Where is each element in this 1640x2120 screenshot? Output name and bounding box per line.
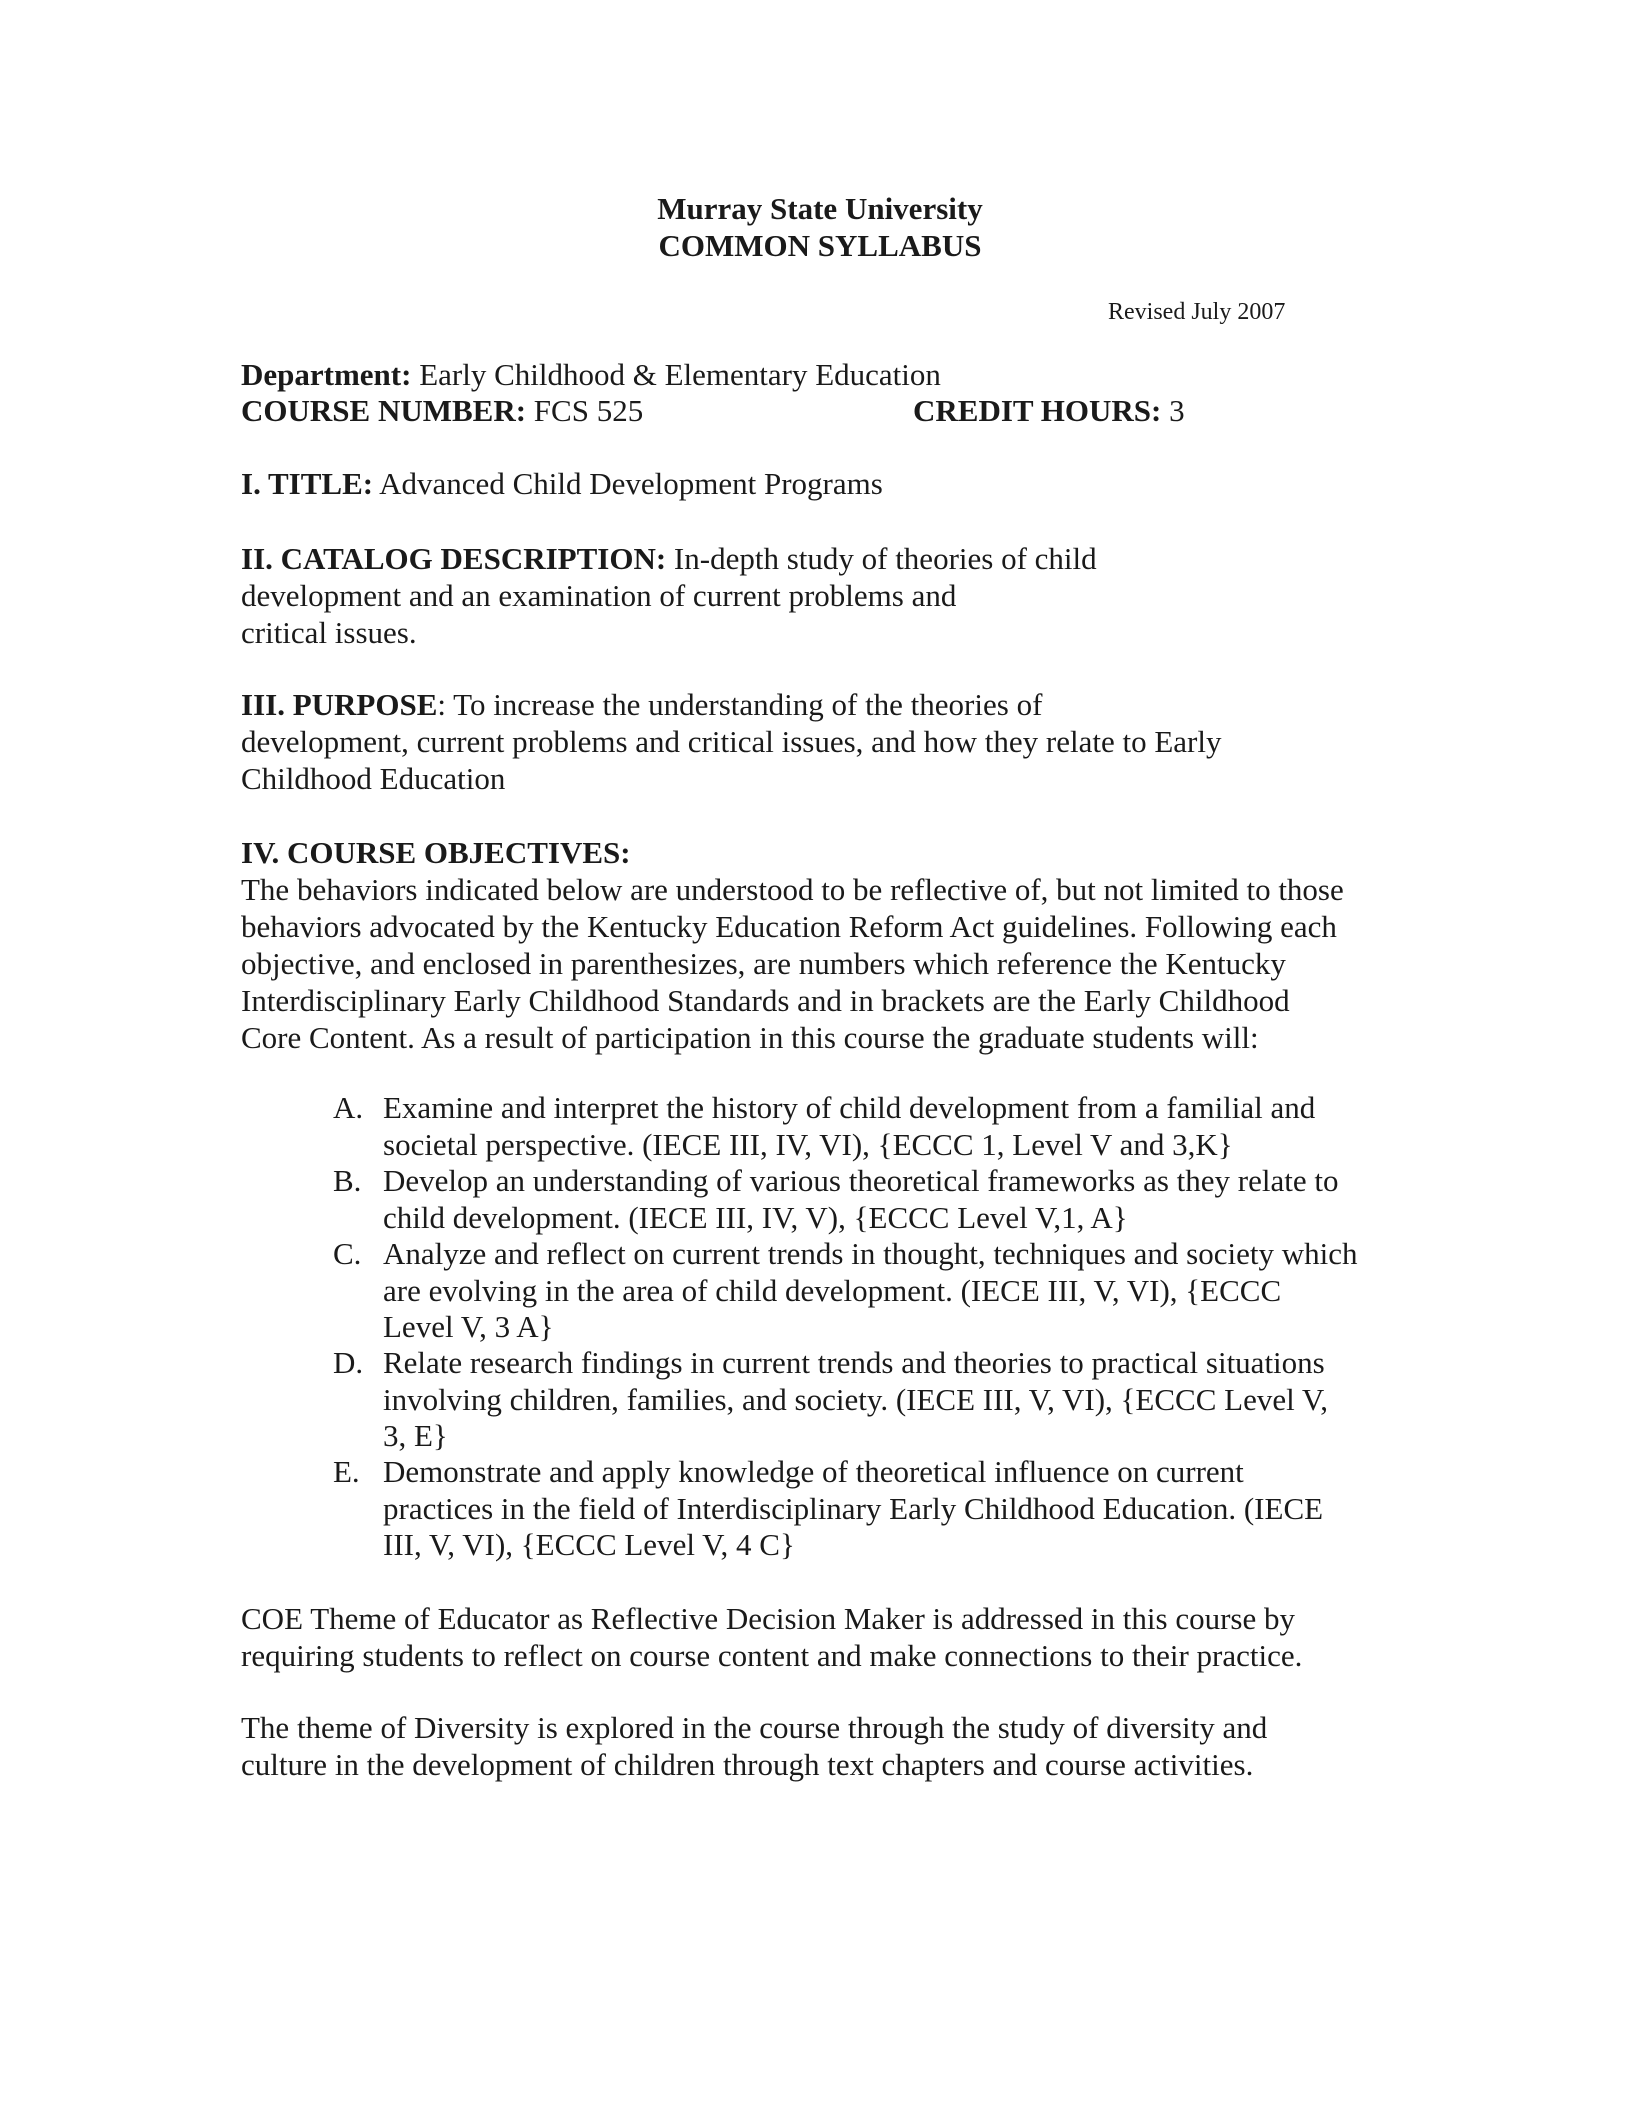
title-section — [241, 466, 883, 502]
objectives-intro-line: Interdisciplinary Early Childhood Standards and in brackets are the Early Childhood — [241, 983, 1290, 1018]
objective-line: Examine and interpret the history of child development from a familial and — [383, 1090, 1316, 1125]
objective-letter: A. — [333, 1090, 364, 1125]
objective-text — [383, 1163, 1339, 1236]
department-line — [241, 357, 941, 393]
credit-hours-line — [913, 393, 1185, 429]
objective-line: Demonstrate and apply knowledge of theoretical influence on current — [383, 1454, 1244, 1489]
objective-line: III, V, VI), {ECCC Level V, 4 C} — [383, 1527, 795, 1563]
diversity-theme-paragraph — [241, 1709, 1267, 1783]
purpose-section — [241, 686, 1221, 797]
objective-line: involving children, families, and society. (IECE III, V, VI), {ECCC Level V, — [383, 1381, 1329, 1417]
objectives-section — [241, 834, 1344, 1056]
diversity-line: The theme of Diversity is explored in the course through the study of diversity and — [241, 1710, 1268, 1745]
catalog-label: II. CATALOG DESCRIPTION: — [241, 541, 667, 576]
catalog-line — [241, 540, 1097, 577]
objective-letter: C. — [333, 1236, 362, 1271]
objective-line: Relate research findings in current trends and theories to practical situations — [383, 1345, 1325, 1380]
purpose-label: III. PURPOSE — [241, 687, 438, 722]
objective-line: are evolving in the area of child development. (IECE III, V, VI), {ECCC — [383, 1272, 1282, 1308]
document-type: COMMON SYLLABUS — [658, 228, 982, 263]
purpose-text: : To increase the understanding of the theories of — [437, 687, 1043, 722]
purpose-line — [241, 686, 1221, 723]
objectives-intro-line: The behaviors indicated below are understood to be reflective of, but not limited to those — [241, 872, 1344, 907]
coe-line: COE Theme of Educator as Reflective Decision Maker is addressed in this course by — [241, 1601, 1295, 1636]
course-number-line — [241, 393, 643, 429]
objectives-heading: IV. COURSE OBJECTIVES: — [241, 835, 631, 870]
objective-text — [383, 1090, 1315, 1163]
objectives-intro-line: behaviors advocated by the Kentucky Education Reform Act guidelines. Following each — [241, 909, 1337, 944]
catalog-line: development and an examination of current problems and — [241, 578, 957, 613]
objective-text — [383, 1454, 1323, 1564]
objective-line: Develop an understanding of various theoretical frameworks as they relate to — [383, 1163, 1339, 1198]
title-value: Advanced Child Development Programs — [373, 466, 883, 501]
objective-letter: E. — [333, 1454, 360, 1489]
objective-letter: B. — [333, 1163, 362, 1198]
objective-line: practices in the field of Interdisciplinary Early Childhood Education. (IECE — [383, 1490, 1324, 1526]
catalog-description-section — [241, 540, 1097, 651]
objective-letter: D. — [333, 1345, 364, 1380]
coe-theme-paragraph — [241, 1600, 1302, 1674]
catalog-text: In-depth study of theories of child — [666, 541, 1097, 576]
university-name: Murray State University — [657, 191, 983, 226]
objective-line: societal perspective. (IECE III, IV, VI), {ECCC 1, Level V and 3,K} — [383, 1126, 1233, 1162]
objective-text — [383, 1236, 1357, 1346]
credit-hours-value: 3 — [1161, 393, 1185, 428]
diversity-line: culture in the development of children through text chapters and course activities. — [241, 1747, 1254, 1782]
objectives-intro-line: objective, and enclosed in parenthesizes, are numbers which reference the Kentucky — [241, 946, 1286, 981]
coe-line: requiring students to reflect on course content and make connections to their practice. — [241, 1638, 1303, 1673]
objective-line: child development. (IECE III, IV, V), {ECCC Level V,1, A} — [383, 1199, 1128, 1235]
purpose-line: Childhood Education — [241, 761, 506, 796]
objectives-intro-line: Core Content. As a result of participation in this course the graduate students will: — [241, 1020, 1259, 1055]
objective-text — [383, 1345, 1328, 1455]
objective-line: 3, E} — [383, 1418, 448, 1454]
course-number-label: COURSE NUMBER: — [241, 393, 527, 428]
revised-date: Revised July 2007 — [1108, 299, 1286, 325]
department-value: Early Childhood & Elementary Education — [411, 357, 941, 392]
title-label: I. TITLE: — [241, 466, 374, 501]
credit-hours-label: CREDIT HOURS: — [913, 393, 1162, 428]
catalog-line: critical issues. — [241, 615, 417, 650]
objective-line: Level V, 3 A} — [383, 1309, 554, 1345]
purpose-line: development, current problems and critical issues, and how they relate to Early — [241, 724, 1222, 759]
course-number-value: FCS 525 — [526, 393, 644, 428]
objective-line: Analyze and reflect on current trends in thought, techniques and society which — [383, 1236, 1358, 1271]
department-label: Department: — [241, 357, 412, 392]
